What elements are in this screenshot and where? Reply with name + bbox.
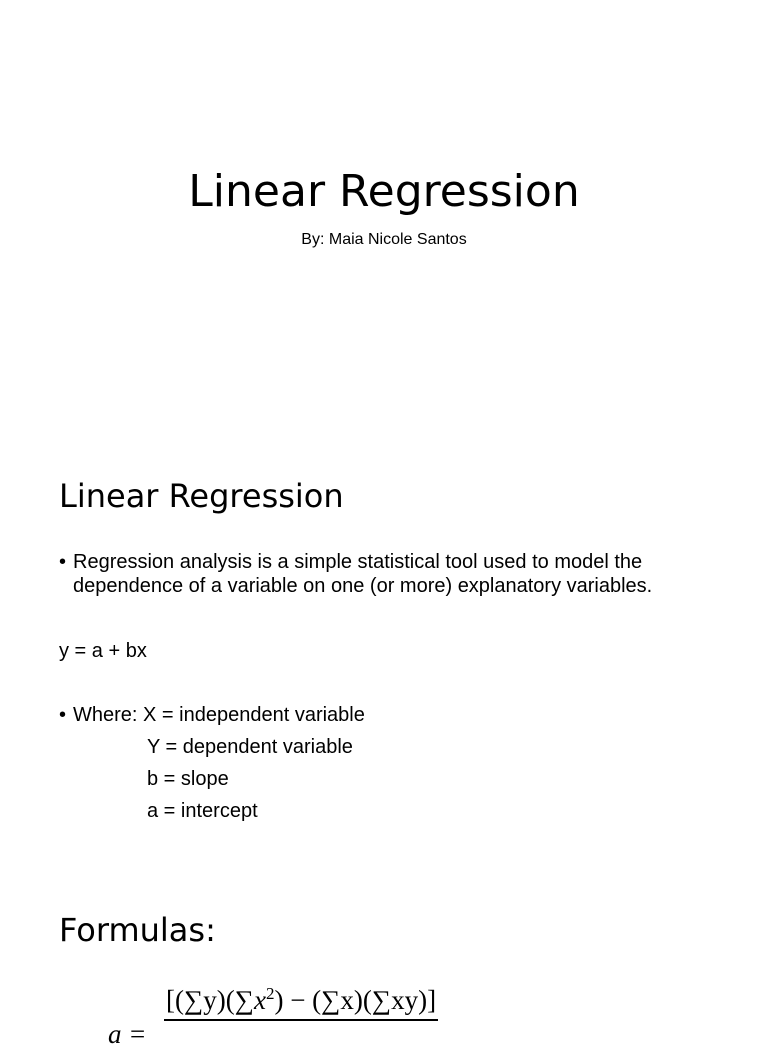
bullet-item-definition	[59, 550, 719, 598]
where-line-a: a = intercept	[147, 800, 258, 822]
numerator-variable: x	[253, 985, 266, 1015]
formula-lhs: a =	[108, 1019, 147, 1049]
where-prefix-text: Where: X = independent variable	[73, 704, 365, 726]
section-heading: Linear Regression	[59, 477, 344, 515]
bullet-dot-icon: •	[59, 704, 67, 726]
page-title: Linear Regression	[188, 166, 580, 217]
where-line-b: b = slope	[147, 768, 229, 790]
bullet-item-where	[59, 703, 719, 727]
formula-fraction	[164, 984, 438, 1016]
bullet-dot-icon: •	[59, 551, 67, 573]
author-byline: By: Maia Nicole Santos	[301, 231, 467, 248]
formulas-slide	[0, 880, 768, 1049]
where-line-y: Y = dependent variable	[147, 736, 353, 758]
title-slide	[0, 0, 768, 432]
numerator-exponent: 2	[265, 984, 275, 1003]
formula-numerator	[164, 985, 438, 1021]
content-slide	[0, 440, 768, 860]
numerator-open: [(∑y)(∑	[166, 985, 254, 1015]
bullet-text: Regression analysis is a simple statistical tool used to model the dependence of a variable on one (or more) explanatory variables.	[73, 551, 653, 597]
regression-equation: y = a + bx	[59, 640, 147, 662]
numerator-close: ) − (∑x)(∑xy)]	[274, 985, 437, 1015]
formulas-heading: Formulas:	[59, 911, 216, 949]
